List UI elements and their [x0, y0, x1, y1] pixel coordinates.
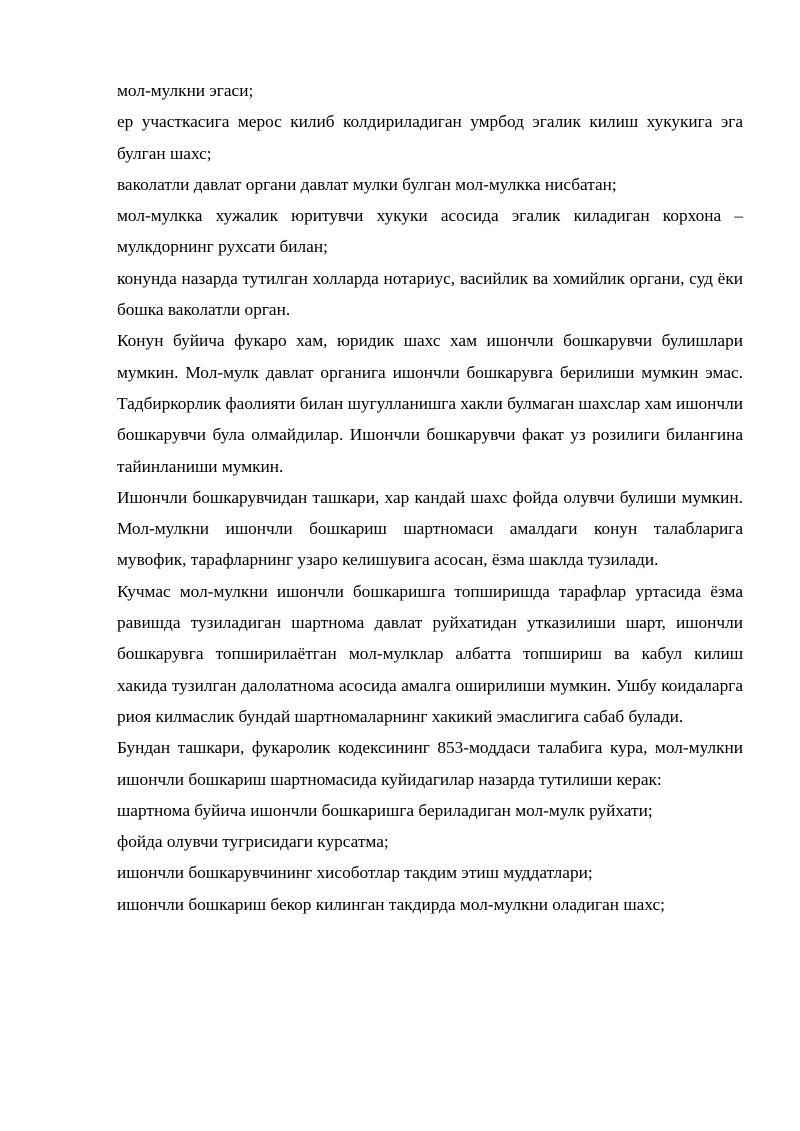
paragraph-article-853: Бундан ташкари, фукаролик кодексининг 853-моддаси талабига кура, мол-мулкни ишончли бошкариш шартномасида куйидагилар назарда тутилиши керак:: [117, 738, 743, 789]
paragraph-immovable-property: Кучмас мол-мулкни ишончли бошкаришга топширишда тарафлар уртасида ёзма равишда тузиладиган шартнома давлат руйхатидан утказилиши шарт, ишончли бошкарувга топширилаётган мол-мулклар албатта топшириш ва кабул килиш хакида тузилган далолатнома асосида амалга оширилиши мумкин. Ушбу коидаларга риоя килмаслик бундай шартномаларнинг хакикий эмаслигига сабаб булади.: [117, 581, 743, 726]
paragraph-enterprise: мол-мулкка хужалик юритувчи хукуки асосида эгалик киладиган корхона – мулкдорнинг рухсати билан;: [117, 206, 743, 257]
list-item-report-deadlines: ишончли бошкарувчининг хисоботлар такдим этиш муддатлари;: [117, 863, 593, 883]
list-item-property-list: шартнома буйича ишончли бошкаришга бериладиган мол-мулк руйхати;: [117, 800, 653, 820]
paragraph-property-owner: мол-мулкни эгаси;: [117, 81, 254, 100]
paragraph-notary: конунда назарда тутилган холларда нотариус, васийлик ва хомийлик органи, суд ёки бошка ваколатли орган.: [117, 268, 743, 320]
paragraph-beneficiary: Ишончли бошкарувчидан ташкари, хар кандай шахс фойда олувчи булиши мумкин. Мол-мулкни ишончли бошкариш шартномаси амалдаги конун талабларига мувофик, тарафларнинг узаро келишувига асосан, ёзма шаклда тузилади.: [117, 487, 743, 570]
paragraph-state-body: ваколатли давлат органи давлат мулки булган мол-мулкка нисбатан;: [117, 174, 617, 194]
paragraph-land-heir: ер участкасига мерос килиб колдириладиган умрбод эгалик килиш хукукига эга булган шахс;: [117, 112, 743, 163]
list-item-beneficiary-info: фойда олувчи тугрисидаги курсатма;: [117, 832, 389, 852]
list-item-recipient-on-termination: ишончли бошкариш бекор килинган такдирда мол-мулкни оладиган шахс;: [117, 894, 665, 914]
paragraph-trustee-eligibility: Конун буйича фукаро хам, юридик шахс хам ишончли бошкарувчи булишлари мумкин. Мол-мулк давлат органига ишончли бошкарувга берилиши мумкин эмас. Тадбиркорлик фаолияти билан шугулланишга хакли булмаган шахслар хам ишончли бошкарувчи була олмайдилар. Ишончли бошкарувчи факат уз розилиги билангина тайинланиши мумкин.: [117, 331, 743, 476]
document-body: [117, 75, 743, 920]
